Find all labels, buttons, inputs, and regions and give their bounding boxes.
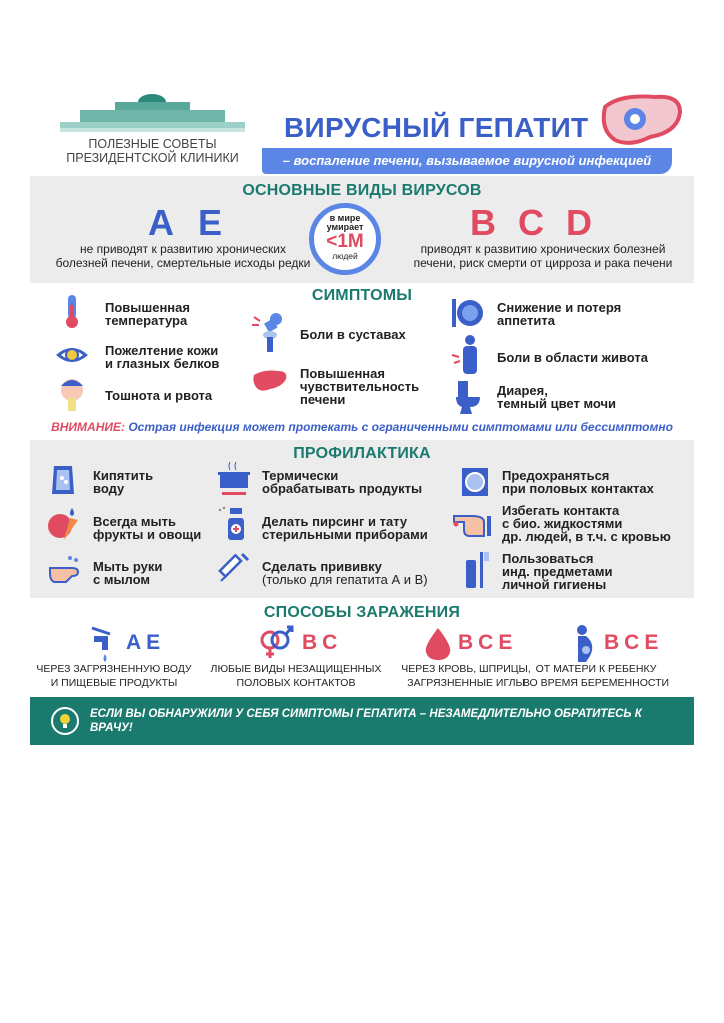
- prevention-wash-hands: Мыть руки с мылом: [93, 559, 163, 587]
- symptom-fever: Повышенная температура: [105, 300, 190, 328]
- transmission-sexual-letters: BC: [302, 631, 343, 654]
- page-title: ВИРУСНЫЙ ГЕПАТИТ: [284, 112, 589, 143]
- symptom-joint-pain: Боли в суставах: [300, 327, 406, 342]
- transmission-mother-label: ОТ МАТЕРИ К РЕБЕНКУ ВО ВРЕМЯ БЕРЕМЕННОСТИ: [522, 663, 670, 689]
- warning-label: ВНИМАНИЕ:: [51, 420, 125, 434]
- mild-desc-2: болезней печени, смертельные исходы редки: [55, 256, 311, 270]
- mild-desc-1: не приводят к развитию хронических: [80, 242, 286, 256]
- transmission-blood-letters: BCE: [458, 631, 518, 654]
- subtitle: – воспаление печени, вызываемое вирусной инфекцией: [282, 153, 652, 168]
- symptom-diarrhea: Диарея, темный цвет мочи: [497, 383, 617, 411]
- symptom-abdominal-pain: Боли в области живота: [497, 350, 649, 365]
- prevention-sterile-tools: Делать пирсинг и тату стерильными приборами: [262, 514, 428, 542]
- severe-desc-1: приводят к развитию хронических болезней: [420, 242, 666, 256]
- symptoms-section: [30, 283, 694, 440]
- prevention-cook-food: Термически обрабатывать продукты: [262, 468, 423, 496]
- org-line-1: ПОЛЕЗНЫЕ СОВЕТЫ: [88, 137, 217, 151]
- gender-icon: [258, 624, 294, 664]
- eye-icon: [54, 337, 90, 373]
- death-stat-badge: [309, 203, 381, 275]
- clinic-building-logo: [60, 92, 245, 137]
- handwash-icon: [46, 552, 82, 588]
- plate-icon: [450, 295, 486, 331]
- badge-line-1: в мире: [329, 213, 361, 223]
- thermometer-icon: [54, 293, 90, 329]
- virus-types-heading: ОСНОВНЫЕ ВИДЫ ВИРУСОВ: [242, 182, 482, 199]
- symptom-jaundice: Пожелтение кожи и глазных белков: [105, 343, 220, 371]
- warning-note: [30, 420, 694, 434]
- transmission-water-label: ЧЕРЕЗ ЗАГРЯЗНЕННУЮ ВОДУ И ПИЩЕВЫЕ ПРОДУКТЫ: [36, 663, 192, 689]
- prevention-section: [30, 440, 694, 598]
- prevention-personal-hygiene: Пользоваться инд. предметами личной гигиены: [502, 551, 613, 592]
- nausea-icon: [54, 376, 90, 412]
- virus-letter-c: C: [518, 202, 544, 243]
- syringe-icon: [216, 550, 252, 586]
- spray-icon: [216, 504, 252, 542]
- transmission-blood-label: ЧЕРЕЗ КРОВЬ, ШПРИЦЫ, ЗАГРЯЗНЕННЫЕ ИГЛЫ: [401, 663, 531, 689]
- transmission-heading: СПОСОБЫ ЗАРАЖЕНИЯ: [263, 604, 461, 621]
- prevention-avoid-fluids: Избегать контакта с био. жидкостями др. людей, в т.ч. с кровью: [502, 503, 671, 544]
- virus-letter-b: B: [470, 202, 496, 243]
- condom-icon: [458, 464, 494, 500]
- transmission-water-letters: AE: [126, 631, 166, 654]
- symptom-nausea: Тошнота и рвота: [105, 388, 213, 403]
- header: [30, 80, 694, 176]
- joint-icon: [252, 311, 288, 353]
- prevention-wash-fruit: Всегда мыть фрукты и овощи: [93, 514, 202, 542]
- warning-text: Острая инфекция может протекать с ограниченными симптомами или бессимптомно: [128, 420, 673, 434]
- blood-drop-icon: [420, 626, 456, 662]
- virus-letter-a: A: [148, 202, 174, 243]
- virus-letter-d: D: [566, 202, 592, 243]
- liver-virus-icon: [600, 92, 685, 150]
- toothbrush-icon: [458, 550, 494, 590]
- footer-text: ЕСЛИ ВЫ ОБНАРУЖИЛИ У СЕБЯ СИМПТОМЫ ГЕПАТИТА – НЕЗАМЕДЛИТЕЛЬНО ОБРАТИТЕСЬ К ВРАЧУ!: [90, 708, 642, 734]
- prevention-protection: Предохраняться при половых контактах: [502, 468, 654, 496]
- org-line-2: ПРЕЗИДЕНТСКОЙ КЛИНИКИ: [66, 151, 239, 165]
- badge-line-2: умирает: [326, 222, 364, 232]
- virus-types-section: [30, 176, 694, 283]
- liver-icon: [252, 363, 288, 399]
- transmission-sexual-label: ЛЮБЫЕ ВИДЫ НЕЗАЩИЩЕННЫХ ПОЛОВЫХ КОНТАКТОВ: [210, 663, 382, 689]
- symptom-appetite-loss: Снижение и потеря аппетита: [497, 300, 622, 328]
- virus-letter-e: E: [198, 202, 223, 243]
- toilet-icon: [450, 379, 486, 415]
- pot-icon: [216, 460, 252, 498]
- prevention-boil-water: Кипятить воду: [93, 468, 154, 496]
- prevention-vaccinate: Сделать прививку (только для гепатита А и В): [262, 559, 428, 587]
- prevention-heading: ПРОФИЛАКТИКА: [293, 445, 431, 462]
- pregnant-icon: [570, 624, 598, 664]
- blood-finger-icon: [450, 506, 494, 542]
- subtitle-bar: [262, 148, 672, 174]
- footer-banner: [30, 697, 694, 745]
- symptoms-heading: СИМПТОМЫ: [311, 287, 413, 304]
- badge-line-3: людей: [332, 251, 358, 261]
- kettle-icon: [46, 462, 82, 498]
- fruit-icon: [46, 506, 82, 542]
- transmission-section: [30, 598, 694, 697]
- transmission-mother-letters: BCE: [604, 631, 664, 654]
- severe-desc-2: печени, риск смерти от цирроза и рака печени: [413, 256, 673, 270]
- lightbulb-icon: [50, 706, 80, 736]
- stomach-pain-icon: [450, 335, 486, 375]
- symptom-liver-sensitivity: Повышенная чувствительность печени: [300, 366, 420, 407]
- faucet-icon: [88, 624, 116, 664]
- badge-value: <1М: [326, 231, 364, 252]
